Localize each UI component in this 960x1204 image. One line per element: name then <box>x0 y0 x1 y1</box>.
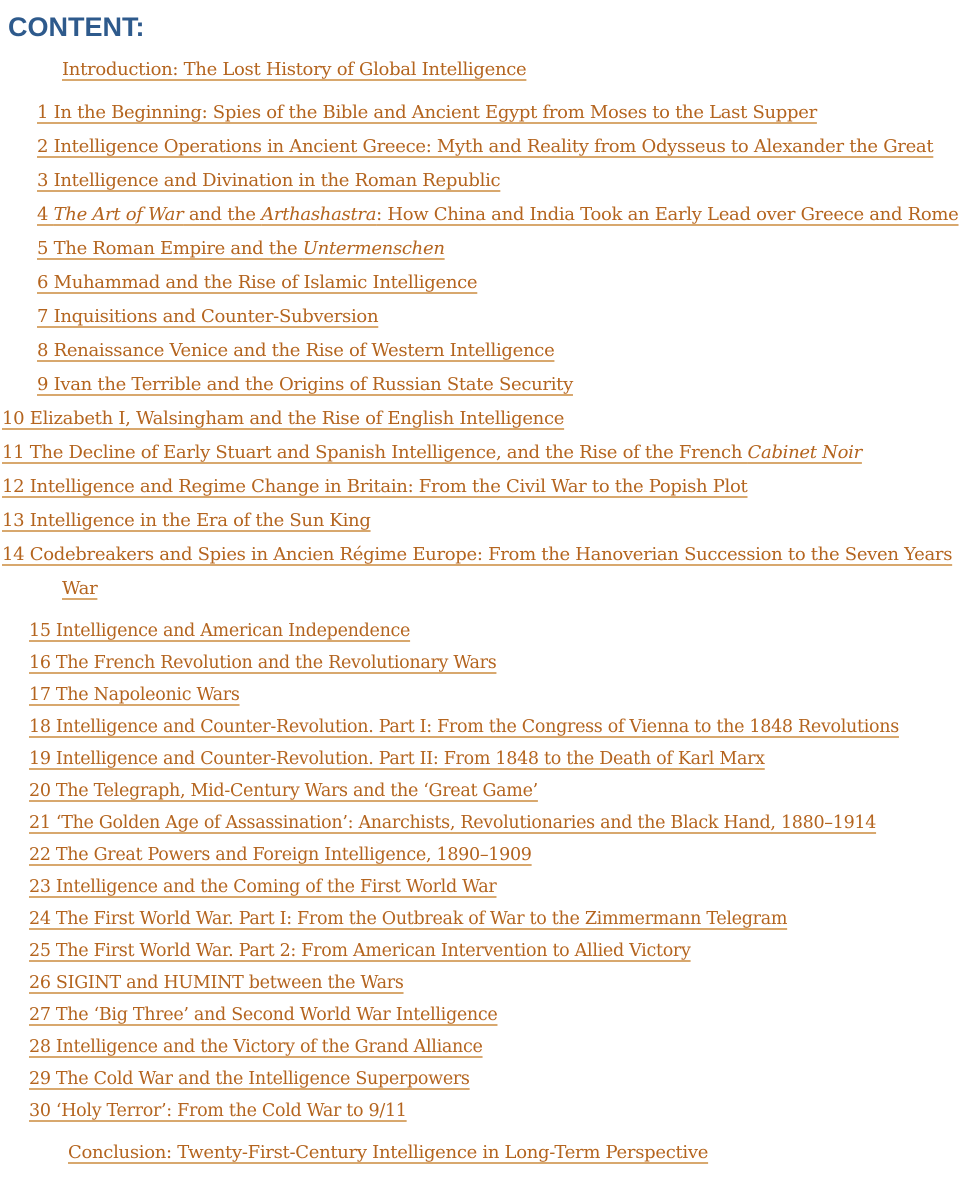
toc-entry <box>0 368 960 402</box>
toc-link[interactable] <box>29 653 496 673</box>
toc-link-text: 10 Elizabeth I, Walsingham and the Rise of English Intelligence <box>2 408 565 429</box>
toc-link-text: 18 Intelligence and Counter-Revolution. Part I: From the Congress of Vienna to the 1848 Revolutions <box>29 717 899 737</box>
toc-link-text: 5 The Roman Empire and the <box>37 238 303 259</box>
toc-link-text: Cabinet Noir <box>747 442 862 463</box>
toc-entry <box>0 647 960 679</box>
toc-link[interactable] <box>29 813 876 833</box>
toc-link-text: 16 The French Revolution and the Revolutionary Wars <box>29 653 497 673</box>
toc-entry <box>0 266 960 300</box>
toc-link[interactable] <box>62 59 526 80</box>
toc-link-text: 15 Intelligence and American Independence <box>29 621 411 641</box>
toc-entry <box>0 504 960 538</box>
toc-link-text: Introduction: The Lost History of Global Intelligence <box>62 59 527 80</box>
toc-link-text: Conclusion: Twenty-First-Century Intelligence in Long-Term Perspective <box>68 1142 709 1163</box>
toc-entry <box>0 967 960 999</box>
toc-link-text: 3 Intelligence and Divination in the Roman Republic <box>37 170 501 191</box>
toc-link[interactable] <box>29 877 497 897</box>
toc-entry <box>0 679 960 711</box>
toc-link-text: 7 Inquisitions and Counter-Subversion <box>37 306 379 327</box>
toc-link[interactable] <box>29 621 410 641</box>
toc-link-text: 11 The Decline of Early Stuart and Spanish Intelligence, and the Rise of the French <box>2 442 748 463</box>
toc-link[interactable] <box>29 1037 483 1057</box>
toc-link-text: 23 Intelligence and the Coming of the First World War <box>29 877 497 897</box>
toc-link[interactable] <box>37 374 573 395</box>
toc-link-text: 12 Intelligence and Regime Change in Britain: From the Civil War to the Popish Plot <box>2 476 748 497</box>
toc-link[interactable] <box>68 1142 708 1163</box>
toc-link-text: and the <box>183 204 262 225</box>
toc-entry <box>0 53 960 87</box>
toc-entry <box>0 470 960 504</box>
toc-link[interactable] <box>37 306 378 327</box>
toc-link-text: 9 Ivan the Terrible and the Origins of Russian State Security <box>37 374 573 395</box>
toc-link-text: The Art of War <box>53 204 184 225</box>
toc-link[interactable] <box>37 238 445 259</box>
toc-link[interactable] <box>29 1005 497 1025</box>
toc-link[interactable] <box>29 781 538 801</box>
toc-link-text: Untermenschen <box>302 238 445 259</box>
toc-link[interactable] <box>37 204 959 225</box>
toc-link[interactable] <box>2 442 862 463</box>
toc-link-text: 25 The First World War. Part 2: From American Intervention to Allied Victory <box>29 941 691 961</box>
toc-entry <box>0 615 960 647</box>
toc-link[interactable] <box>37 170 500 191</box>
toc-link[interactable] <box>37 136 933 157</box>
toc-link-text: 30 ‘Holy Terror’: From the Cold War to 9/11 <box>29 1101 407 1121</box>
toc-link-text: 28 Intelligence and the Victory of the Grand Alliance <box>29 1037 483 1057</box>
toc-link[interactable] <box>2 544 952 599</box>
toc-entry <box>0 711 960 743</box>
toc-entry <box>0 334 960 368</box>
toc-link-text: 20 The Telegraph, Mid-Century Wars and the ‘Great Game’ <box>29 781 538 801</box>
toc-link[interactable] <box>29 1069 470 1089</box>
toc-link[interactable] <box>37 272 477 293</box>
toc-link[interactable] <box>29 909 787 929</box>
toc-link[interactable] <box>29 749 765 769</box>
toc-entry <box>0 807 960 839</box>
toc-link-text: 17 The Napoleonic Wars <box>29 685 240 705</box>
toc-entry <box>0 232 960 266</box>
toc-link-text: 19 Intelligence and Counter-Revolution. Part II: From 1848 to the Death of Karl Marx <box>29 749 765 769</box>
toc-entry <box>0 164 960 198</box>
toc-entry <box>0 743 960 775</box>
toc-link-text: 4 <box>37 204 54 225</box>
toc-link[interactable] <box>37 102 817 123</box>
toc-entry <box>0 775 960 807</box>
toc-entry <box>0 1031 960 1063</box>
toc-link-text: 14 Codebreakers and Spies in Ancien Régime Europe: From the Hanoverian Succession to the Seven Years <box>2 544 953 565</box>
toc-entry <box>0 538 960 606</box>
toc-link-text: 24 The First World War. Part I: From the Outbreak of War to the Zimmermann Telegram <box>29 909 788 929</box>
toc-link-text: 8 Renaissance Venice and the Rise of Western Intelligence <box>37 340 555 361</box>
toc-link-text: 22 The Great Powers and Foreign Intelligence, 1890–1909 <box>29 845 532 865</box>
toc-link-text: 26 SIGINT and HUMINT between the Wars <box>29 973 404 993</box>
toc-entry <box>0 300 960 334</box>
toc-link-text: 2 Intelligence Operations in Ancient Greece: Myth and Reality from Odysseus to Alexander the Great <box>37 136 934 157</box>
toc-entry <box>0 130 960 164</box>
toc-link[interactable] <box>2 408 564 429</box>
toc-link[interactable] <box>29 845 532 865</box>
toc-link-text: Arthashastra <box>261 204 377 225</box>
toc-entry <box>0 871 960 903</box>
toc-entry <box>0 903 960 935</box>
toc-link-text: War <box>62 578 98 599</box>
toc-link-text: 21 ‘The Golden Age of Assassination’: Anarchists, Revolutionaries and the Black Hand, 1880–1914 <box>29 813 877 833</box>
toc-link[interactable] <box>29 1101 407 1121</box>
toc-link-text: 13 Intelligence in the Era of the Sun King <box>2 510 371 531</box>
toc-link[interactable] <box>2 510 371 531</box>
toc-entry <box>0 935 960 967</box>
toc-entry <box>0 436 960 470</box>
toc-link[interactable] <box>29 973 404 993</box>
toc-link-text: 6 Muhammad and the Rise of Islamic Intelligence <box>37 272 478 293</box>
toc-link[interactable] <box>37 340 554 361</box>
toc-list <box>0 53 960 1170</box>
toc-link-text: : How China and India Took an Early Lead over Greece and Rome <box>376 204 959 225</box>
toc-entry <box>0 999 960 1031</box>
toc-link[interactable] <box>2 476 747 497</box>
toc-entry <box>0 402 960 436</box>
page-title: CONTENT: <box>8 12 145 42</box>
toc-link-text: 27 The ‘Big Three’ and Second World War Intelligence <box>29 1005 498 1025</box>
toc-link-text: 1 In the Beginning: Spies of the Bible and Ancient Egypt from Moses to the Last Supper <box>37 102 817 123</box>
toc-link[interactable] <box>29 717 899 737</box>
toc-entry <box>0 96 960 130</box>
toc-link[interactable] <box>29 685 240 705</box>
toc-entry <box>0 1063 960 1095</box>
toc-entry <box>0 198 960 232</box>
toc-entry <box>0 1136 960 1170</box>
toc-entry <box>0 839 960 871</box>
toc-link[interactable] <box>29 941 691 961</box>
toc-link-text: 29 The Cold War and the Intelligence Superpowers <box>29 1069 470 1089</box>
toc-entry <box>0 1095 960 1127</box>
